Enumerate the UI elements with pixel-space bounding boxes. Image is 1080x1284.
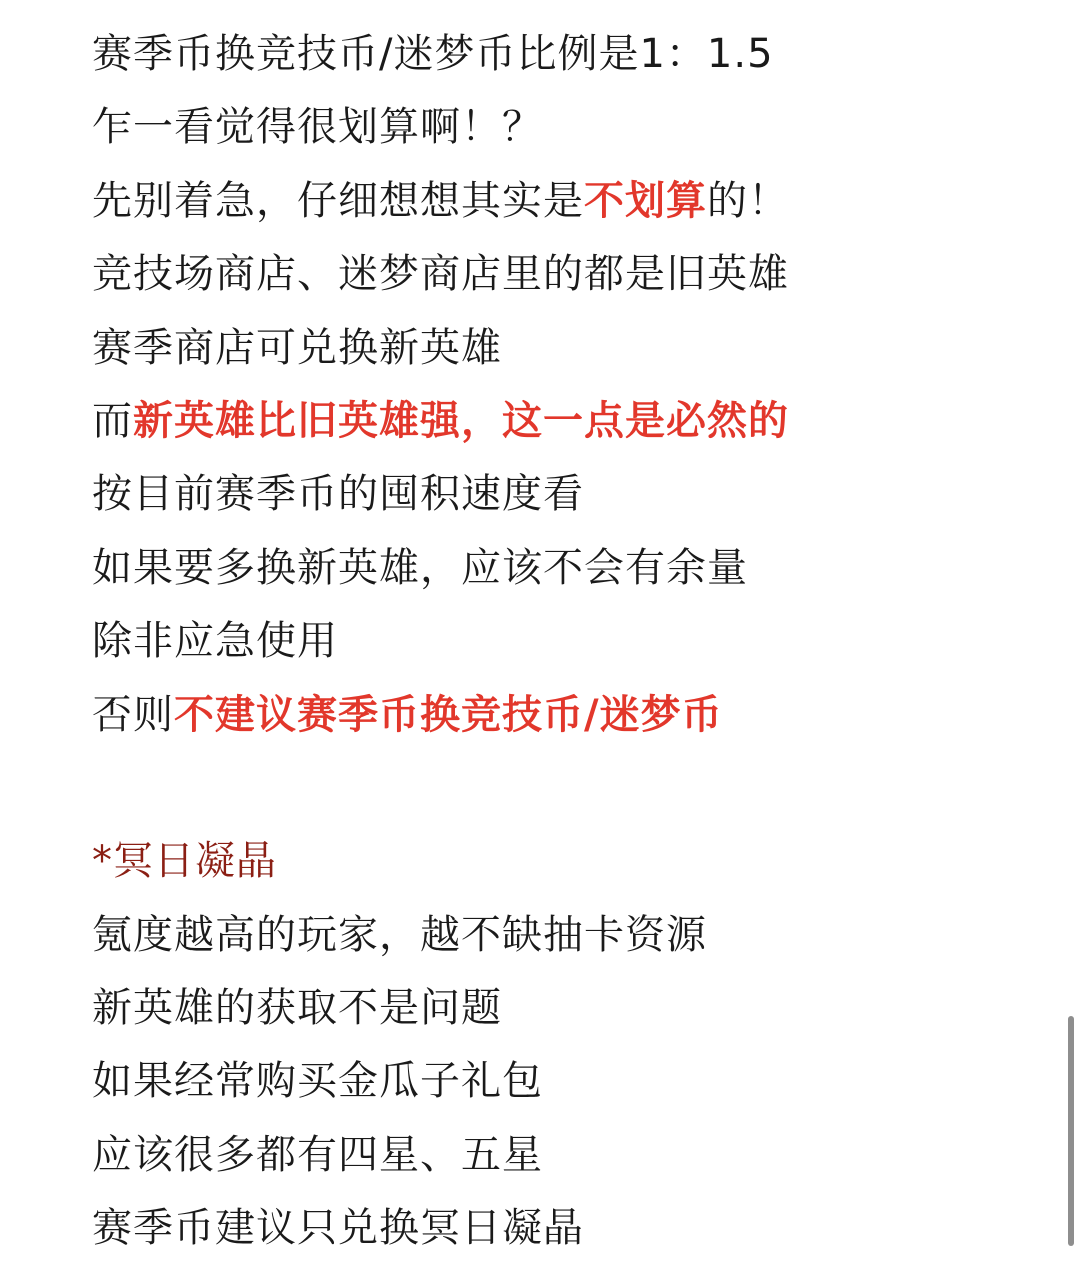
text-line [92,972,1052,1045]
text-line [92,1119,1052,1192]
text-line [92,1045,1052,1118]
text-segment: 赛季币换竞技币/迷梦币比例是1：1.5 [92,31,774,77]
section-heading [92,825,1052,898]
text-line [92,899,1052,972]
text-line [92,1192,1052,1265]
text-segment: 乍一看觉得很划算啊！？ [92,104,543,151]
text-line [92,679,1052,752]
scrollbar[interactable] [1068,1016,1074,1246]
text-segment: 而 [92,397,133,444]
emphasis-text: 新英雄比旧英雄强，这一点是必然的 [133,397,789,444]
text-segment: 赛季商店可兑换新英雄 [92,324,502,371]
article-body [92,18,1052,1266]
emphasis-text: 不建议赛季币换竞技币/迷梦币 [174,691,723,738]
text-line [92,312,1052,385]
text-segment: 的！ [707,177,789,224]
text-line [92,91,1052,164]
text-line [92,385,1052,458]
text-segment: 按目前赛季币的囤积速度看 [92,471,584,518]
emphasis-text: 不划算 [584,177,707,224]
heading-text: *冥日凝晶 [92,838,277,885]
text-line [92,18,1052,91]
text-line [92,458,1052,531]
text-line [92,532,1052,605]
text-segment: 氪度越高的玩家，越不缺抽卡资源 [92,911,707,958]
text-segment: 否则 [92,691,174,738]
text-segment: 先别着急，仔细想想其实是 [92,177,584,224]
text-segment: 赛季币建议只兑换冥日凝晶 [92,1205,584,1252]
text-segment: 除非应急使用 [92,618,338,665]
text-line [92,165,1052,238]
text-segment: 应该很多都有四星、五星 [92,1131,543,1178]
spacer [92,752,1052,825]
text-segment: 如果经常购买金瓜子礼包 [92,1058,543,1105]
text-line [92,605,1052,678]
text-segment: 新英雄的获取不是问题 [92,985,502,1032]
text-line [92,238,1052,311]
text-segment: 竞技场商店、迷梦商店里的都是旧英雄 [92,251,789,298]
text-segment: 如果要多换新英雄，应该不会有余量 [92,544,748,591]
